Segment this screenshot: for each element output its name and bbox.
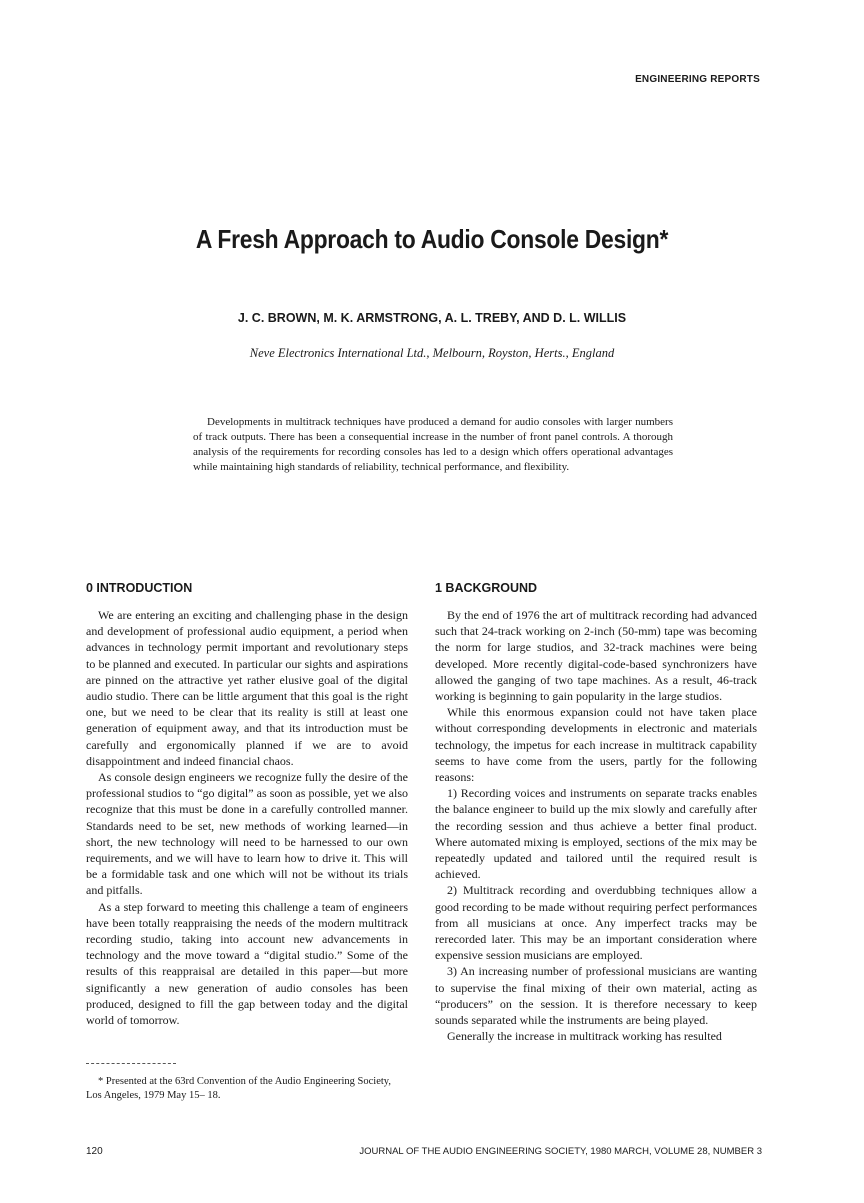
right-column bbox=[435, 580, 757, 1044]
section-heading-introduction: 0 INTRODUCTION bbox=[86, 581, 193, 595]
intro-paragraph: As console design engineers we recognize fully the desire of the professional studios to “go digital” as soon as possible, yet we also recognize that this must be done in a carefully controlled manner. Standards need to be set, new methods of working learned—in short, the new technology will need to be harnessed to our own requirements, and we will have to learn how to drive it. This will be a formidable task and one which will not be without its trials and pitfalls. bbox=[86, 770, 408, 898]
background-paragraph: While this enormous expansion could not have taken place without corresponding developments in electronic and materials technology, the impetus for each increase in multitrack capability seems to have come from the users, partly for the following reasons: bbox=[435, 705, 757, 785]
abstract: Developments in multitrack techniques have produced a demand for audio consoles with larger numbers of track outputs. There has been a consequential increase in the number of front panel controls. A thorough analysis of the requirements for recording consoles has led to a design which offers operational advantages while maintaining high standards of reliability, technical performance, and flexibility. bbox=[193, 416, 673, 473]
background-paragraph: By the end of 1976 the art of multitrack recording had advanced such that 24-track working on 2-inch (50-mm) tape was becoming the norm for large studios, and 32-track machines were being developed. More recently digital-code-based synchronizers have allowed the ganging of two tape machines. As a result, 46-track working is beginning to gain popularity in the large studios. bbox=[435, 608, 757, 704]
footnote: * Presented at the 63rd Convention of the Audio Engineering Society, Los Angeles, 1979 May 15– 18. bbox=[86, 1076, 391, 1101]
author-list: J. C. BROWN, M. K. ARMSTRONG, A. L. TREBY, AND D. L. WILLIS bbox=[237, 311, 627, 325]
left-column bbox=[86, 580, 408, 1028]
background-paragraph: 1) Recording voices and instruments on separate tracks enables the balance engineer to build up the mix slowly and carefully after the recording session and thus achieve a better final product. Where automated mixing is employed, sections of the mix may be repeatedly updated and tailored until the required result is achieved. bbox=[435, 786, 757, 882]
background-paragraph: 2) Multitrack recording and overdubbing techniques allow a good recording to be made without requiring perfect performances from all musicians at once. Any imperfect tracks may be rerecorded later. This may be an important consideration where expensive session musicians are employed. bbox=[435, 883, 757, 963]
affiliation: Neve Electronics International Ltd., Melbourn, Royston, Herts., England bbox=[249, 346, 615, 360]
section-heading-background: 1 BACKGROUND bbox=[435, 581, 538, 595]
footnote-divider bbox=[86, 1063, 176, 1064]
page-number: 120 bbox=[86, 1146, 103, 1157]
running-header: ENGINEERING REPORTS bbox=[635, 74, 760, 85]
background-paragraph: Generally the increase in multitrack working has resulted bbox=[447, 1029, 722, 1044]
paper-title: A Fresh Approach to Audio Console Design* bbox=[195, 224, 669, 254]
intro-paragraph: As a step forward to meeting this challenge a team of engineers have been totally reappraising the needs of the modern multitrack recording studio, taking into account new advancements in technology and the move toward a “digital studio.” Some of the results of this reappraisal are detailed in this paper—but more significantly a new generation of audio consoles has been produced, designed to fill the gap between today and the digital world of tomorrow. bbox=[86, 899, 408, 1028]
intro-paragraph: We are entering an exciting and challenging phase in the design and development of professional audio equipment, a period when advances in technology permit important and revolutionary steps to be planned and executed. In particular our sights and aspirations are pinned on the attractive yet rather elusive goal of the digital audio studio. There can be little argument that this goal is the right one, but we need to be clear that its reality is still at least one generation of equipment away, and that its introduction must be carefully and ergonomically planned if we are to avoid disappointment and indeed financial chaos. bbox=[86, 608, 408, 768]
background-paragraph: 3) An increasing number of professional musicians are wanting to supervise the final mixing of their own material, acting as “producers” on the session. It is therefore necessary to keep sounds separated while the instruments are being played. bbox=[435, 964, 757, 1028]
journal-citation: JOURNAL OF THE AUDIO ENGINEERING SOCIETY, 1980 MARCH, VOLUME 28, NUMBER 3 bbox=[359, 1146, 762, 1157]
